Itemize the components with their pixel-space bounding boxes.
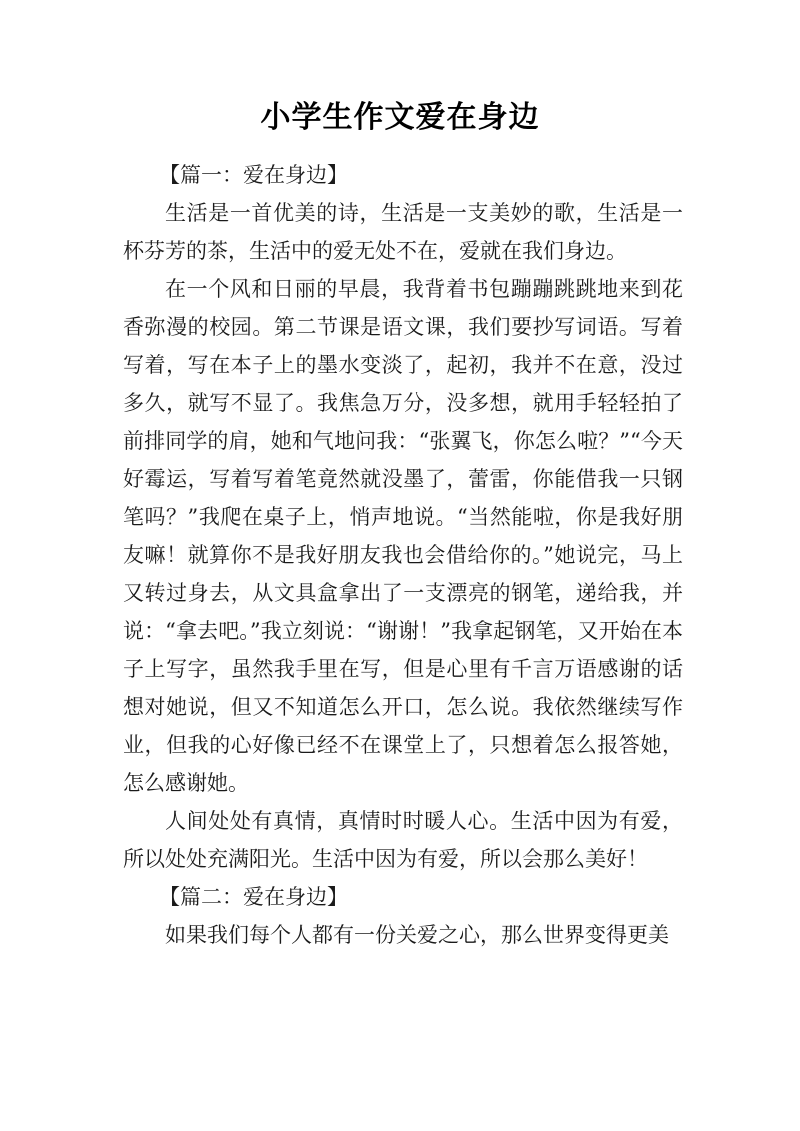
section-heading-2: 【篇二：爱在身边】 — [159, 885, 348, 909]
document-title: 小学生作文爱在身边 — [260, 100, 540, 135]
paragraph-conclusion: 人间处处有真情，真情时时暖人心。生活中因为有爱，所以处处充满阳光。生活中因为有爱，所以会那么美好！ — [123, 809, 683, 871]
section-heading-1: 【篇一：爱在身边】 — [159, 163, 348, 187]
document-body — [123, 156, 683, 954]
paragraph-intro: 生活是一首优美的诗，生活是一支美妙的歌，生活是一杯芬芳的茶，生活中的爱无处不在，爱就在我们身边。 — [123, 201, 683, 263]
paragraph-story: 在一个风和日丽的早晨，我背着书包蹦蹦跳跳地来到花香弥漫的校园。第二节课是语文课，我们要抄写词语。写着写着，写在本子上的墨水变淡了，起初，我并不在意，没过多久，就写不显了。我焦急万分，没多想，就用手轻轻拍了前排同学的肩，她和气地问我：“张翼飞，你怎么啦？”“今天好霉运，写着写着笔竟然就没墨了，蕾雷，你能借我一只钢笔吗？”我爬在桌子上，悄声地说。“当然能啦，你是我好朋友嘛！就算你不是我好朋友我也会借给你的。”她说完，马上又转过身去，从文具盒拿出了一支漂亮的钢笔，递给我，并说：“拿去吧。”我立刻说：“谢谢！”我拿起钢笔，又开始在本子上写字，虽然我手里在写，但是心里有千言万语感谢的话想对她说，但又不知道怎么开口，怎么说。我依然继续写作业，但我的心好像已经不在课堂上了，只想着怎么报答她，怎么感谢她。 — [123, 277, 683, 795]
paragraph-section2-start: 如果我们每个人都有一份关爱之心，那么世界变得更美 — [165, 923, 669, 947]
